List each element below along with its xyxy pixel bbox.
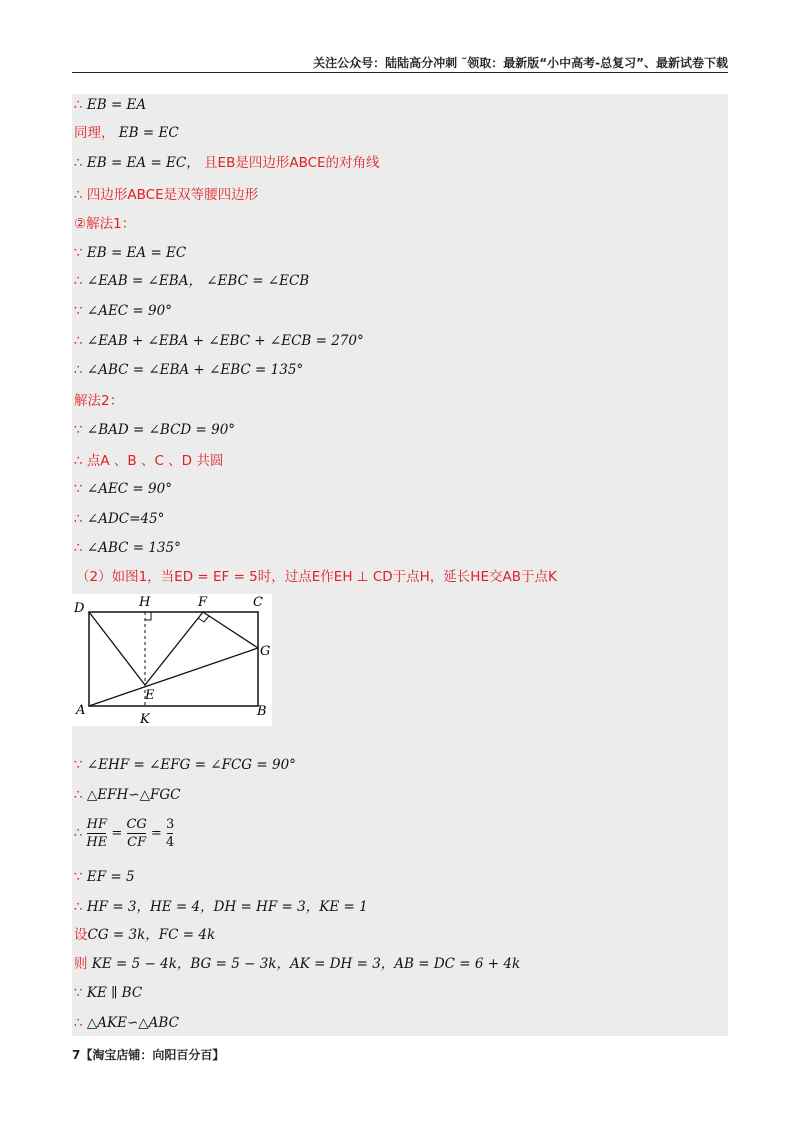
solution-line: 则 KE = 5 − 4k，BG = 5 − 3k，AK = DH = 3，AB = DC = 6 + 4k (74, 956, 521, 972)
solution-content (72, 94, 728, 1036)
label-h: H (139, 595, 151, 610)
solution-line: ∵ ∠AEC = 90° (74, 303, 172, 319)
solution-line: ∴ HF = 3，HE = 4，DH = HF = 3，KE = 1 (74, 899, 368, 915)
label-b: B (257, 704, 267, 719)
solution-line: ∴ ∠EAB = ∠EBA， ∠EBC = ∠ECB (74, 273, 310, 289)
fraction-hf-he: $\frac{HF}{HE}$ (86, 817, 108, 850)
fraction-three-fourths: $\frac{3}{4}$ (165, 817, 175, 850)
part-two-statement: （2）如图1，当ED = EF = 5时，过点E作EH ⊥ CD于点H，延长HE交AB于点K (76, 569, 557, 585)
label-e: E (145, 688, 155, 703)
solution-line: ∵ ∠AEC = 90° (74, 481, 172, 497)
label-a: A (76, 703, 86, 718)
solution-line: ∴ △AKE∽△ABC (74, 1015, 179, 1031)
fraction-cg-cf: $\frac{CG}{CF}$ (126, 817, 147, 850)
solution-line: ∴ ∠ABC = 135° (74, 540, 181, 556)
solution-line: ∴ EB = EA (74, 97, 147, 113)
page-footer: 7【淘宝店铺：向阳百分百】 (72, 1048, 225, 1062)
solution-line: ∵ EB = EA = EC (74, 245, 187, 261)
solution-heading: 解法2： (74, 393, 124, 409)
label-d: D (74, 601, 85, 616)
solution-heading: ②解法1： (74, 216, 136, 232)
label-c: C (253, 595, 263, 610)
ratio-equation: ∴ $\frac{HF}{HE}$ = $\frac{CG}{CF}$ = $\frac{3}{4}$ (74, 817, 175, 850)
solution-line: ∴ ∠EAB + ∠EBA + ∠EBC + ∠ECB = 270° (74, 333, 364, 349)
label-g: G (260, 644, 271, 659)
label-f: F (198, 595, 208, 610)
solution-line: ∴ EB = EA = EC， 且EB是四边形ABCE的对角线 (74, 155, 380, 171)
solution-line: 同理， EB = EC (74, 125, 179, 141)
solution-line: ∵ ∠BAD = ∠BCD = 90° (74, 422, 236, 438)
header-divider (72, 72, 728, 73)
label-k: K (140, 712, 150, 726)
solution-line: ∴ ∠ABC = ∠EBA + ∠EBC = 135° (74, 362, 304, 378)
solution-line: ∴ 点A 、B 、C 、D 共圆 (74, 453, 224, 469)
solution-line: ∵ ∠EHF = ∠EFG = ∠FCG = 90° (74, 757, 296, 773)
solution-line: ∴ △EFH∽△FGC (74, 787, 181, 803)
solution-line: ∵ EF = 5 (74, 869, 135, 885)
solution-line: ∴ ∠ADC=45° (74, 511, 165, 527)
solution-line: 设CG = 3k，FC = 4k (74, 927, 216, 943)
solution-line: ∴ 四边形ABCE是双等腰四边形 (74, 187, 259, 203)
page-header: 关注公众号：陆陆高分冲刺 ˜领取：最新版“小中高考-总复习”、最新试卷下载 (313, 56, 728, 70)
geometry-figure (72, 594, 272, 726)
solution-line: ∵ KE ∥ BC (74, 985, 143, 1001)
